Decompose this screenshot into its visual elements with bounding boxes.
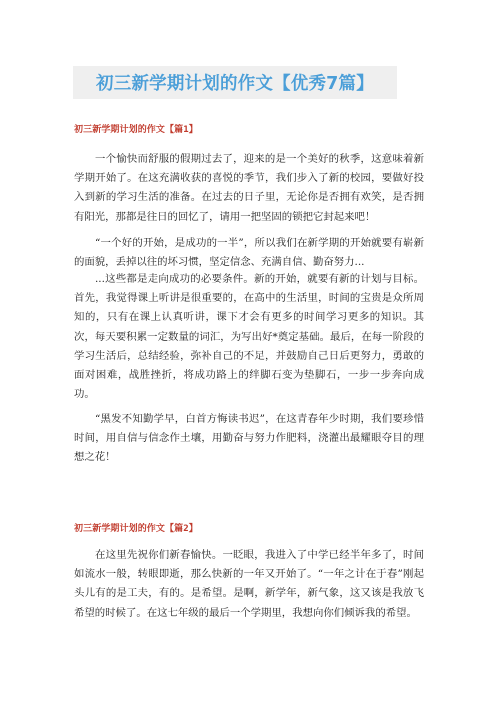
section-heading-1: 初三新学期计划的作文【篇1】	[74, 125, 198, 135]
paragraph: 一个愉快而舒服的假期过去了，迎来的是一个美好的秋季，这意味着新学期开始了。在这充满收获的喜悦的季节，我们步入了新的校园，要做好投入到新的学习生活的准备。在过去的日子里，无论你是否拥有欢笑，是否拥有阳光，那都是往日的回忆了，请用一把坚固的锁把它封起来吧！	[74, 153, 424, 223]
paragraph: 在这里先祝你们新春愉快。一眨眼，我进入了中学已经半年多了，时间如流水一般，转眼即逝，那么快新的一年又开始了。“一年之计在于春”刚起头儿有的是工夫，有的。是希望。是啊，新学年，新气象，这又该是我放飞希望的时候了。在这七年级的最后一个学期里，我想向你们倾诉我的希望。	[74, 549, 424, 619]
section-heading-2: 初三新学期计划的作文【篇2】	[74, 524, 198, 534]
paragraph: “黑发不知勤学早，白首方悔读书迟”，在这青春年少时期，我们要珍惜时间，用自信与信念作土壤，用勤奋与努力作肥料，浇灌出最耀眼夺目的理想之花！	[74, 413, 424, 464]
title-banner	[73, 66, 397, 99]
paragraph: “一个好的开始，是成功的一半”，所以我们在新学期的开始就要有崭新的面貌，丢掉以往的坏习惯，坚定信念、充满自信、勤奋努力...	[74, 237, 424, 269]
document-title: 初三新学期计划的作文【优秀7篇】	[96, 74, 374, 94]
paragraph: ...这些都是走向成功的必要条件。新的开始，就要有新的计划与目标。首先，我觉得课上听讲是很重要的，在高中的生活里，时间的宝贵是众所周知的，只有在课上认真听讲，课下才会有更多的时间学习更多的知识。其次，每天要积累一定数量的词汇，为写出好*奠定基础。最后，在每一阶段的学习生活后，总结经验，弥补自己的不足，并鼓励自己日后更努力，勇敢的面对困难，战胜挫折，将成功路上的绊脚石变为垫脚石，一步一步奔向成功。	[74, 273, 424, 401]
